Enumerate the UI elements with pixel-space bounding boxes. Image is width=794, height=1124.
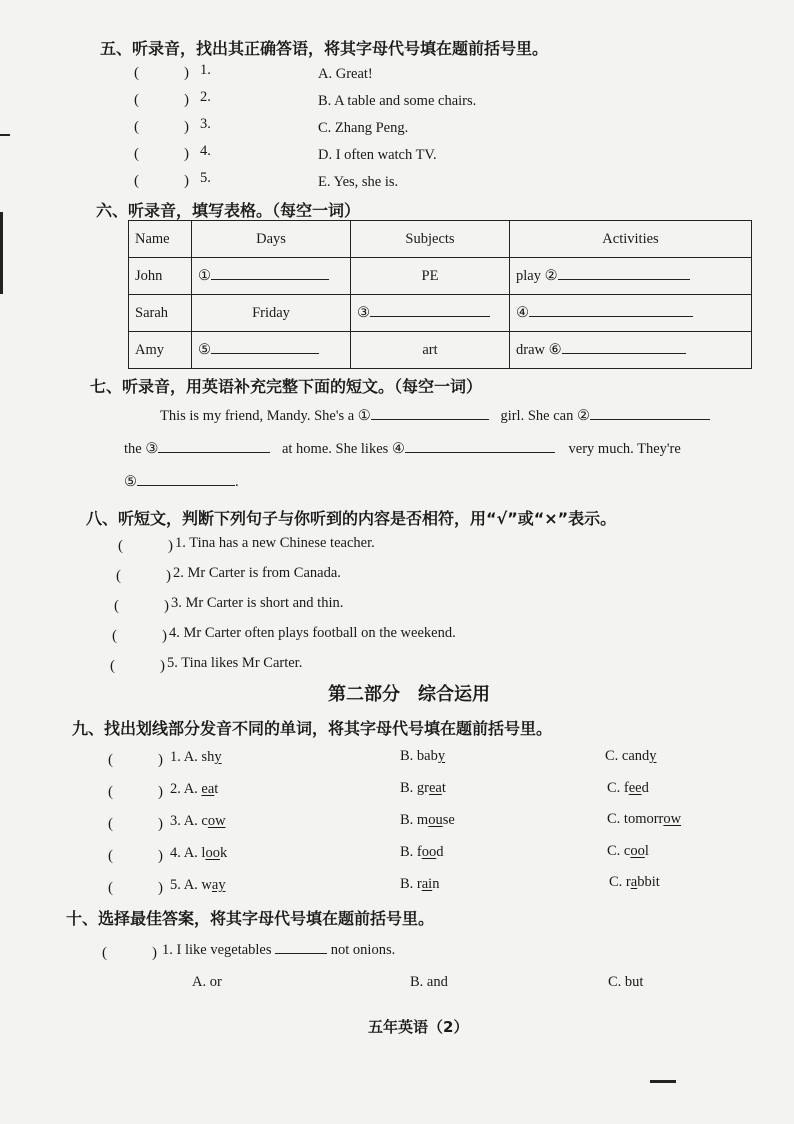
option-b: B. food bbox=[400, 844, 444, 860]
cell-activities[interactable]: ④ bbox=[510, 295, 752, 332]
section-6-title: 六、听录音，填写表格。（每空一词） bbox=[96, 201, 361, 220]
choice-a[interactable]: A. or bbox=[192, 974, 222, 990]
scan-mark bbox=[0, 134, 10, 136]
blank-4[interactable] bbox=[405, 451, 555, 453]
choice-b[interactable]: B. and bbox=[410, 974, 448, 990]
question-number: 5. bbox=[200, 170, 211, 186]
header-days: Days bbox=[192, 221, 351, 258]
answer-bracket[interactable]: ( ) bbox=[108, 848, 163, 864]
schedule-table bbox=[128, 220, 752, 369]
page-footer: 五年英语（2） bbox=[368, 1018, 469, 1036]
table-row bbox=[129, 295, 752, 332]
blank-1[interactable] bbox=[371, 418, 489, 420]
blank[interactable] bbox=[275, 952, 327, 954]
option: A. Great! bbox=[318, 66, 373, 82]
option-a: 5. A. way bbox=[170, 877, 226, 893]
section-8-title: 八、听短文，判断下列句子与你听到的内容是否相符，用“√”或“×”表示。 bbox=[86, 509, 617, 528]
answer-bracket[interactable]: ( ) bbox=[108, 816, 163, 832]
choice-c[interactable]: C. but bbox=[608, 974, 644, 990]
option: B. A table and some chairs. bbox=[318, 93, 477, 109]
blank-5[interactable] bbox=[137, 484, 235, 486]
cell-name: John bbox=[129, 258, 192, 295]
statement: 3. Mr Carter is short and thin. bbox=[171, 595, 344, 611]
answer-bracket[interactable]: ( ) bbox=[108, 784, 163, 800]
answer-bracket[interactable]: ( ) bbox=[110, 658, 165, 674]
answer-bracket[interactable]: ( ) bbox=[108, 752, 163, 768]
answer-bracket[interactable]: ( ) bbox=[134, 146, 189, 162]
section-9-title: 九、找出划线部分发音不同的单词，将其字母代号填在题前括号里。 bbox=[72, 719, 553, 738]
cell-name: Sarah bbox=[129, 295, 192, 332]
table-row bbox=[129, 332, 752, 369]
header-name: Name bbox=[129, 221, 192, 258]
answer-bracket[interactable]: ( ) bbox=[112, 628, 167, 644]
scan-mark bbox=[0, 212, 3, 294]
option-b: B. rain bbox=[400, 876, 440, 892]
cell-days[interactable]: ⑤ bbox=[192, 332, 351, 369]
option-c: C. rabbit bbox=[609, 874, 660, 890]
cell-days: Friday bbox=[192, 295, 351, 332]
option: C. Zhang Peng. bbox=[318, 120, 409, 136]
statement: 2. Mr Carter is from Canada. bbox=[173, 565, 341, 581]
cell-activities[interactable]: draw ⑥ bbox=[510, 332, 752, 369]
answer-bracket[interactable]: ( ) bbox=[118, 538, 173, 554]
question-number: 1. bbox=[200, 62, 211, 78]
table-header-row bbox=[129, 221, 752, 258]
answer-bracket[interactable]: ( ) bbox=[134, 173, 189, 189]
cell-subjects: art bbox=[351, 332, 510, 369]
option: E. Yes, she is. bbox=[318, 174, 399, 190]
section-7-title: 七、听录音，用英语补充完整下面的短文。（每空一词） bbox=[90, 377, 483, 396]
cell-activities[interactable]: play ② bbox=[510, 258, 752, 295]
blank-2[interactable] bbox=[590, 418, 710, 420]
answer-bracket[interactable]: ( ) bbox=[116, 568, 171, 584]
section-5-title: 五、听录音，找出其正确答语，将其字母代号填在题前括号里。 bbox=[100, 39, 549, 58]
question-1: 1. I like vegetables not onions. bbox=[162, 942, 396, 958]
passage-line-3: ⑤ . bbox=[124, 474, 239, 490]
cell-days[interactable]: ① bbox=[192, 258, 351, 295]
option-c: C. cool bbox=[607, 843, 649, 859]
cell-name: Amy bbox=[129, 332, 192, 369]
question-number: 3. bbox=[200, 116, 211, 132]
passage-line-2: the ③ at home. She likes ④ very much. They're bbox=[124, 441, 681, 457]
option: D. I often watch TV. bbox=[318, 147, 437, 163]
answer-bracket[interactable]: ( ) bbox=[114, 598, 169, 614]
answer-bracket[interactable]: ( ) bbox=[134, 65, 189, 81]
answer-bracket[interactable]: ( ) bbox=[102, 945, 157, 961]
option-b: B. mouse bbox=[400, 812, 455, 828]
option-a: 1. A. shy bbox=[170, 749, 222, 765]
option-a: 2. A. eat bbox=[170, 781, 219, 797]
option-c: C. candy bbox=[605, 748, 657, 764]
section-10-title: 十、选择最佳答案，将其字母代号填在题前括号里。 bbox=[66, 909, 435, 928]
header-activities: Activities bbox=[510, 221, 752, 258]
option-c: C. tomorrow bbox=[607, 811, 682, 827]
header-subjects: Subjects bbox=[351, 221, 510, 258]
part-2-title: 第二部分 综合运用 bbox=[328, 684, 490, 705]
statement: 5. Tina likes Mr Carter. bbox=[167, 655, 303, 671]
option-b: B. great bbox=[400, 780, 446, 796]
option-b: B. baby bbox=[400, 748, 446, 764]
statement: 1. Tina has a new Chinese teacher. bbox=[175, 535, 375, 551]
option-a: 4. A. look bbox=[170, 845, 228, 861]
option-c: C. feed bbox=[607, 780, 649, 796]
option-a: 3. A. cow bbox=[170, 813, 226, 829]
answer-bracket[interactable]: ( ) bbox=[134, 119, 189, 135]
question-number: 4. bbox=[200, 143, 211, 159]
statement: 4. Mr Carter often plays football on the weekend. bbox=[169, 625, 456, 641]
question-number: 2. bbox=[200, 89, 211, 105]
passage-line-1: This is my friend, Mandy. She's a ① girl. She can ② bbox=[160, 408, 710, 425]
cell-subjects: PE bbox=[351, 258, 510, 295]
blank-3[interactable] bbox=[158, 451, 270, 453]
answer-bracket[interactable]: ( ) bbox=[108, 880, 163, 896]
scan-mark bbox=[650, 1080, 676, 1083]
answer-bracket[interactable]: ( ) bbox=[134, 92, 189, 108]
table-row bbox=[129, 258, 752, 295]
cell-subjects[interactable]: ③ bbox=[351, 295, 510, 332]
